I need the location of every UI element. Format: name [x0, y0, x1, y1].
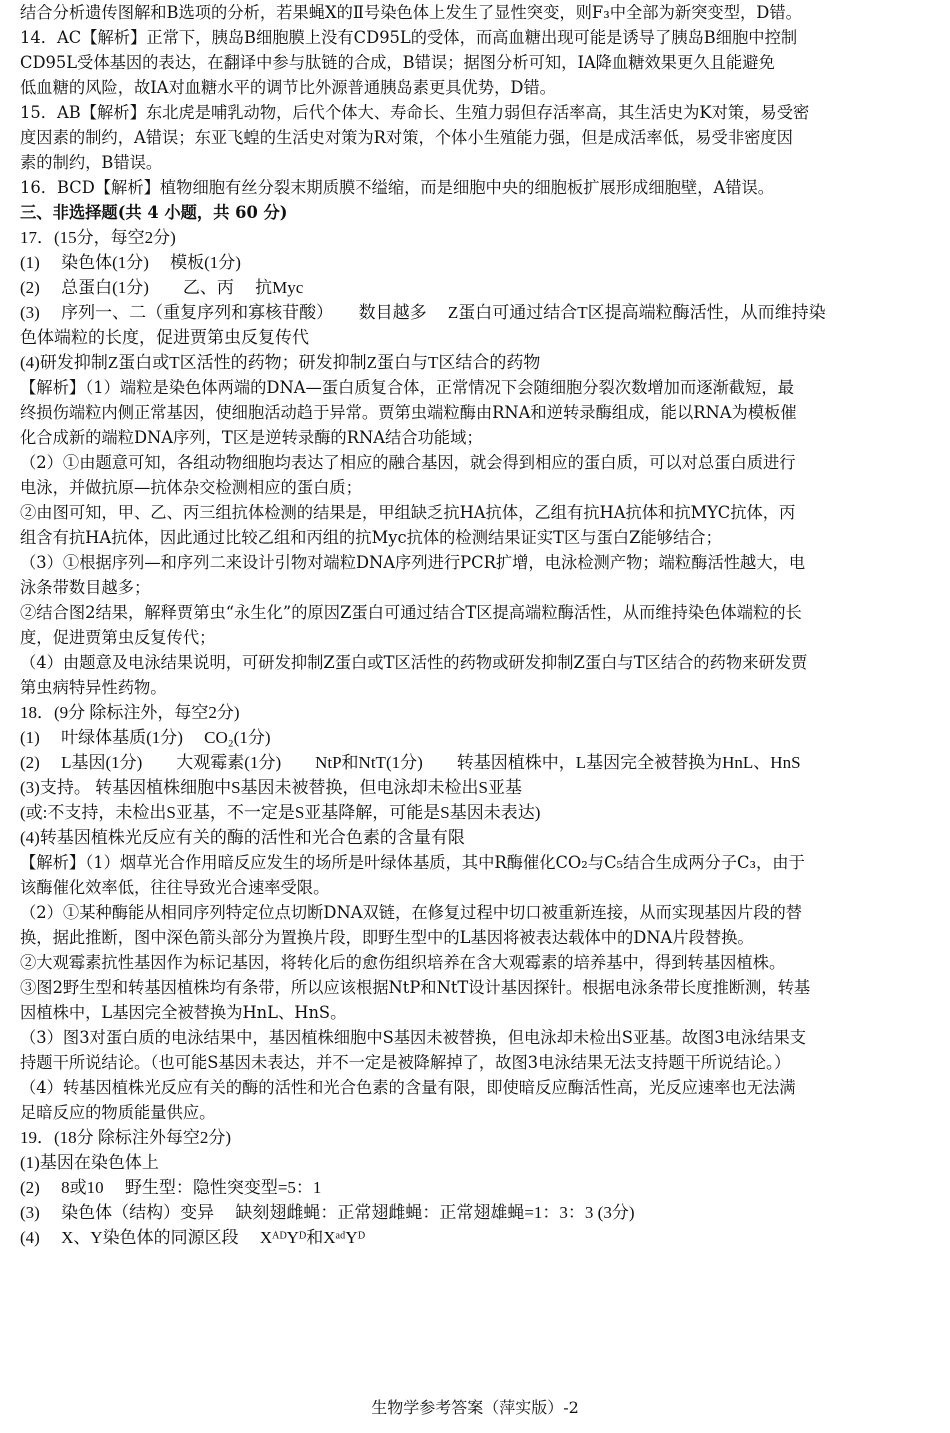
analysis-line: 泳条带数目越多；: [20, 578, 151, 597]
analysis-line: ②大观霉素抗性基因作为标记基因，将转化后的愈伤组织培养在含大观霉素的培养基中，得到转基因植株。: [20, 953, 786, 972]
analysis-line: （4）转基因植株光反应有关的酶的活性和光合色素的含量有限，即使暗反应酶活性高，光反应速率也无法满: [20, 1078, 796, 1097]
analysis-line: 足暗反应的物质能量供应。: [20, 1103, 216, 1122]
analysis-line: （4）由题意及电泳结果说明，可研发抑制Z蛋白或T区活性的药物或研发抑制Z蛋白与T区结合的药物来研发贾: [20, 653, 808, 672]
answer-line: (2) 8或10 野生型：隐性突变型=5：1: [20, 1178, 322, 1197]
answer-line: 色体端粒的长度，促进贾第虫反复传代: [20, 328, 309, 347]
answer-line: (4)研发抑制Z蛋白或T区活性的药物；研发抑制Z蛋白与T区结合的药物: [20, 353, 541, 372]
answer-text-block: [20, 0, 934, 1250]
analysis-line: 电泳，并做抗原—抗体杂交检测相应的蛋白质；: [20, 478, 362, 497]
text-line: 结合分析遗传图解和B选项的分析，若果蝇X的Ⅱ号染色体上发生了显性突变，则F₃中全部为新突变型，D错。: [20, 3, 802, 22]
answer-line: (1) 染色体(1分) 模板(1分): [20, 253, 241, 272]
analysis-line: ②由图可知，甲、乙、丙三组抗体检测的结果是，甲组缺乏抗HA抗体，乙组有抗HA抗体和抗MYC抗体，丙: [20, 503, 796, 522]
analysis-line: 【解析】（1）烟草光合作用暗反应发生的场所是叶绿体基质，其中R酶催化CO₂与C₅结合生成两分子C₃，由于: [20, 853, 805, 872]
text-line: CD95L受体基因的表达，在翻译中参与肽链的合成，B错误；据图分析可知，IA降血糖效果更久且能避免: [20, 53, 775, 72]
page-footer: 生物学参考答案（萍实版）-2: [371, 1398, 579, 1417]
section-heading: 三、非选择题(共 4 小题，共 60 分): [20, 203, 288, 222]
answer-line: (或:不支持，未检出S亚基，不一定是S亚基降解，可能是S基因未表达): [20, 803, 541, 822]
analysis-line: 【解析】（1）端粒是染色体两端的DNA—蛋白质复合体，正常情况下会随细胞分裂次数增加而逐渐截短，最: [20, 378, 794, 397]
analysis-line: 组含有抗HA抗体，因此通过比较乙组和丙组的抗Myc抗体的检测结果证实T区与蛋白Z能够结合；: [20, 528, 722, 547]
text-line: 16．BCD【解析】植物细胞有丝分裂末期质膜不缢缩，而是细胞中央的细胞板扩展形成细胞壁，A错误。: [20, 178, 775, 197]
analysis-line: 化合成新的端粒DNA序列，T区是逆转录酶的RNA结合功能域；: [20, 428, 483, 447]
answer-line: (2) L基因(1分) 大观霉素(1分) NtP和NtT(1分) 转基因植株中，L基因完全被替换为HnL、HnS: [20, 753, 801, 772]
analysis-line: （2）①由题意可知，各组动物细胞均表达了相应的融合基因，就会得到相应的蛋白质，可以对总蛋白质进行: [20, 453, 796, 472]
question-header: 19．(18分 除标注外每空2分): [20, 1128, 232, 1147]
text-line: 14．AC【解析】正常下，胰岛B细胞膜上没有CD95L的受体，而高血糖出现可能是诱导了胰岛B细胞中控制: [20, 28, 798, 47]
analysis-line: （2）①某种酶能从相同序列特定位点切断DNA双链，在修复过程中切口被重新连接，从而实现基因片段的替: [20, 903, 803, 922]
analysis-line: （3）图3对蛋白质的电泳结果中，基因植株细胞中S基因未被替换，但电泳却未检出S亚基。故图3电泳结果支: [20, 1028, 807, 1047]
analysis-line: 持题干所说结论。（也可能S基因未表达，并不一定是被降解掉了，故图3电泳结果无法支持题干所说结论。）: [20, 1053, 791, 1072]
analysis-line: ②结合图2结果，解释贾第虫“永生化”的原因Z蛋白可通过结合T区提高端粒酶活性，从而维持染色体端粒的长: [20, 603, 802, 622]
analysis-line: ③图2野生型和转基因植株均有条带，所以应该根据NtP和NtT设计基因探针。根据电泳条带长度推断测，转基: [20, 978, 811, 997]
answer-line: (1)基因在染色体上: [20, 1153, 159, 1172]
question-header: 18．(9分 除标注外，每空2分): [20, 703, 240, 722]
analysis-line: 换，据此推断，图中深色箭头部分为置换片段，即野生型中的L基因将被表达载体中的DNA片段替换。: [20, 928, 754, 947]
text-line: 15．AB【解析】东北虎是哺乳动物，后代个体大、寿命长、生殖力弱但存活率高，其生活史为K对策，易受密: [20, 103, 810, 122]
answer-line: (3) 序列一、二（重复序列和寡核苷酸） 数目越多 Z蛋白可通过结合T区提高端粒酶活性，从而维持染: [20, 303, 826, 322]
answer-line: (4)转基因植株光反应有关的酶的活性和光合色素的含量有限: [20, 828, 465, 847]
text-line: 度因素的制约，A错误；东亚飞蝗的生活史对策为R对策，个体小生殖能力强，但是成活率低，易受非密度因: [20, 128, 793, 147]
answer-line: (3)支持。 转基因植株细胞中S基因未被替换，但电泳却未检出S亚基: [20, 778, 522, 797]
analysis-line: 该酶催化效率低，往往导致光合速率受限。: [20, 878, 330, 897]
analysis-line: 因植株中，L基因完全被替换为HnL、HnS。: [20, 1003, 347, 1022]
analysis-line: 第虫病特异性药物。: [20, 678, 167, 697]
answer-line: (1) 叶绿体基质(1分) CO₂(1分): [20, 728, 271, 747]
answer-line: (2) 总蛋白(1分) 乙、丙 抗Myc: [20, 278, 304, 297]
text-line: 低血糖的风险，故IA对血糖水平的调节比外源普通胰岛素更具优势，D错。: [20, 78, 556, 97]
analysis-line: 终损伤端粒内侧正常基因，使细胞活动趋于异常。贾第虫端粒酶由RNA和逆转录酶组成，能以RNA为模板催: [20, 403, 797, 422]
answer-line: (3) 染色体（结构）变异 缺刻翅雌蝇：正常翅雌蝇：正常翅雄蝇=1：3：3 (3分): [20, 1203, 635, 1222]
analysis-line: 度，促进贾第虫反复传代；: [20, 628, 216, 647]
text-line: 素的制约，B错误。: [20, 153, 163, 172]
question-header: 17．(15分，每空2分): [20, 228, 176, 247]
answer-line: (4) X、Y染色体的同源区段 XᴬᴰYᴰ和XᵃᵈYᴰ: [20, 1228, 366, 1247]
analysis-line: （3）①根据序列—和序列二来设计引物对端粒DNA序列进行PCR扩增，电泳检测产物；端粒酶活性越大，电: [20, 553, 806, 572]
